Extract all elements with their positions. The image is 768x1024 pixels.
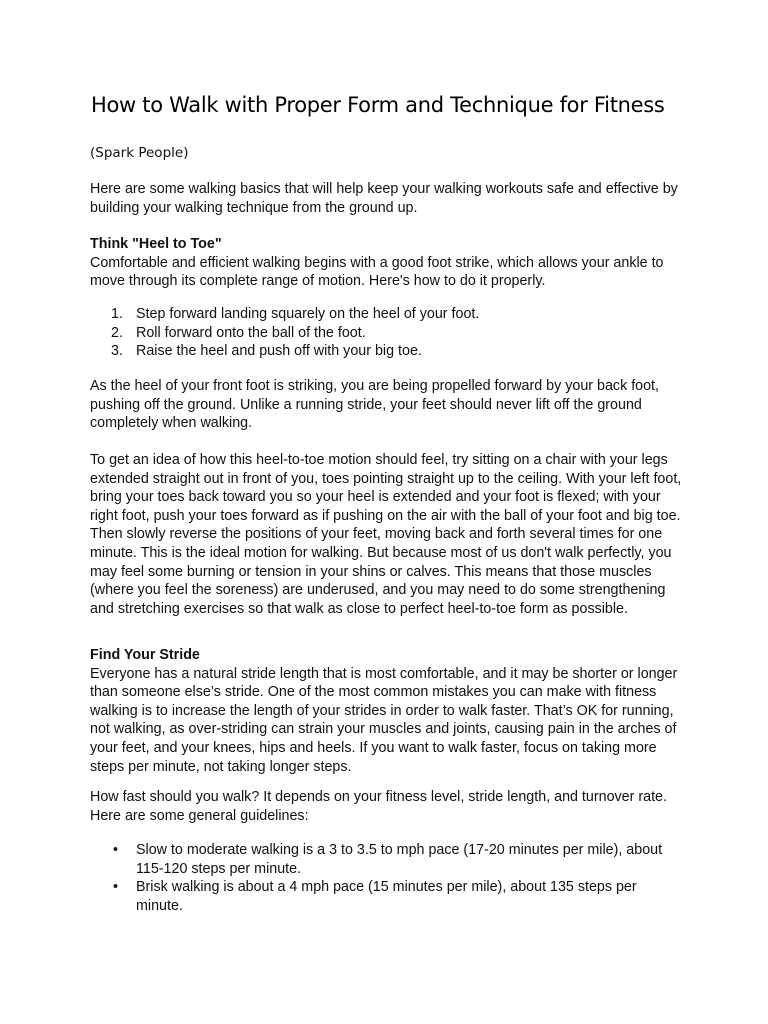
guidelines-list — [111, 841, 671, 915]
list-item-text: Brisk walking is about a 4 mph pace (15 minutes per mile), about 135 steps per minute. — [136, 879, 637, 914]
list-item — [111, 305, 671, 324]
propulsion-paragraph: As the heel of your front foot is striking, you are being propelled forward by your back foot, pushing off the ground. Unlike a running stride, your feet should never lift off the ground completely when walking. — [90, 378, 660, 432]
exercise-paragraph: To get an idea of how this heel-to-toe motion should feel, try sitting on a chair with your legs extended straight out in front of you, toes pointing straight up to the ceiling. With your left foot, bring your toes back toward you so your heel is extended and your foot is flexed; with your right foot, push your toes forward as if pushing on the air with the ball of your foot and big toe. Then slowly reverse the positions of your feet, moving back and forth several times for one minute. This is the ideal motion for walking. But because most of us don't walk perfectly, you may feel some burning or tension in your shins or calves. This means that those muscles (where you feel the soreness) are underused, and you may need to do some strengthening and stretching exercises so that walk as close to perfect heel-to-toe form as possible. — [90, 452, 682, 617]
list-item-text: Slow to moderate walking is a 3 to 3.5 to mph pace (17-20 minutes per mile), about 115-120 steps per minute. — [136, 842, 663, 877]
list-item — [111, 324, 671, 343]
list-item — [111, 342, 671, 361]
steps-list — [111, 305, 671, 361]
source-attribution: (Spark People) — [90, 145, 189, 161]
list-number: 2. — [111, 324, 123, 341]
list-item — [111, 878, 671, 915]
bullet-point: • — [113, 879, 119, 896]
list-item-text: Step forward landing squarely on the heel of your foot. — [136, 306, 480, 322]
list-item — [111, 841, 671, 878]
list-item-text: Roll forward onto the ball of the foot. — [136, 324, 366, 341]
list-number: 1. — [111, 306, 123, 322]
section-heading: Find Your Stride — [90, 647, 200, 663]
document-title: How to Walk with Proper Form and Technique for Fitness — [91, 93, 665, 117]
bullet-point: • — [113, 842, 119, 858]
section-heel-to-toe — [90, 235, 690, 291]
section-paragraph: Comfortable and efficient walking begins with a good foot strike, which allows your ankle to move through its complete range of motion. Here's how to do it properly. — [90, 254, 664, 290]
intro-paragraph: Here are some walking basics that will help keep your walking workouts safe and effective by building your walking technique from the ground up. — [90, 181, 678, 216]
list-item-text: Raise the heel and push off with your big toe. — [136, 343, 422, 360]
section-heading: Think "Heel to Toe" — [90, 236, 222, 252]
speed-paragraph: How fast should you walk? It depends on your fitness level, stride length, and turnover rate. Here are some general guidelines: — [90, 789, 667, 824]
section-paragraph: Everyone has a natural stride length that is most comfortable, and it may be shorter or longer than someone else’s stride. One of the most common mistakes you can make with fitness walking is to increase the length of your strides in order to walk faster. That’s OK for running, not walking, as over-striding can strain your muscles and joints, causing pain in the arches of your feet, and your knees, hips and heels. If you want to walk faster, focus on taking more steps per minute, not taking longer steps. — [90, 665, 678, 775]
section-find-your-stride — [90, 646, 690, 776]
list-number: 3. — [111, 343, 123, 360]
